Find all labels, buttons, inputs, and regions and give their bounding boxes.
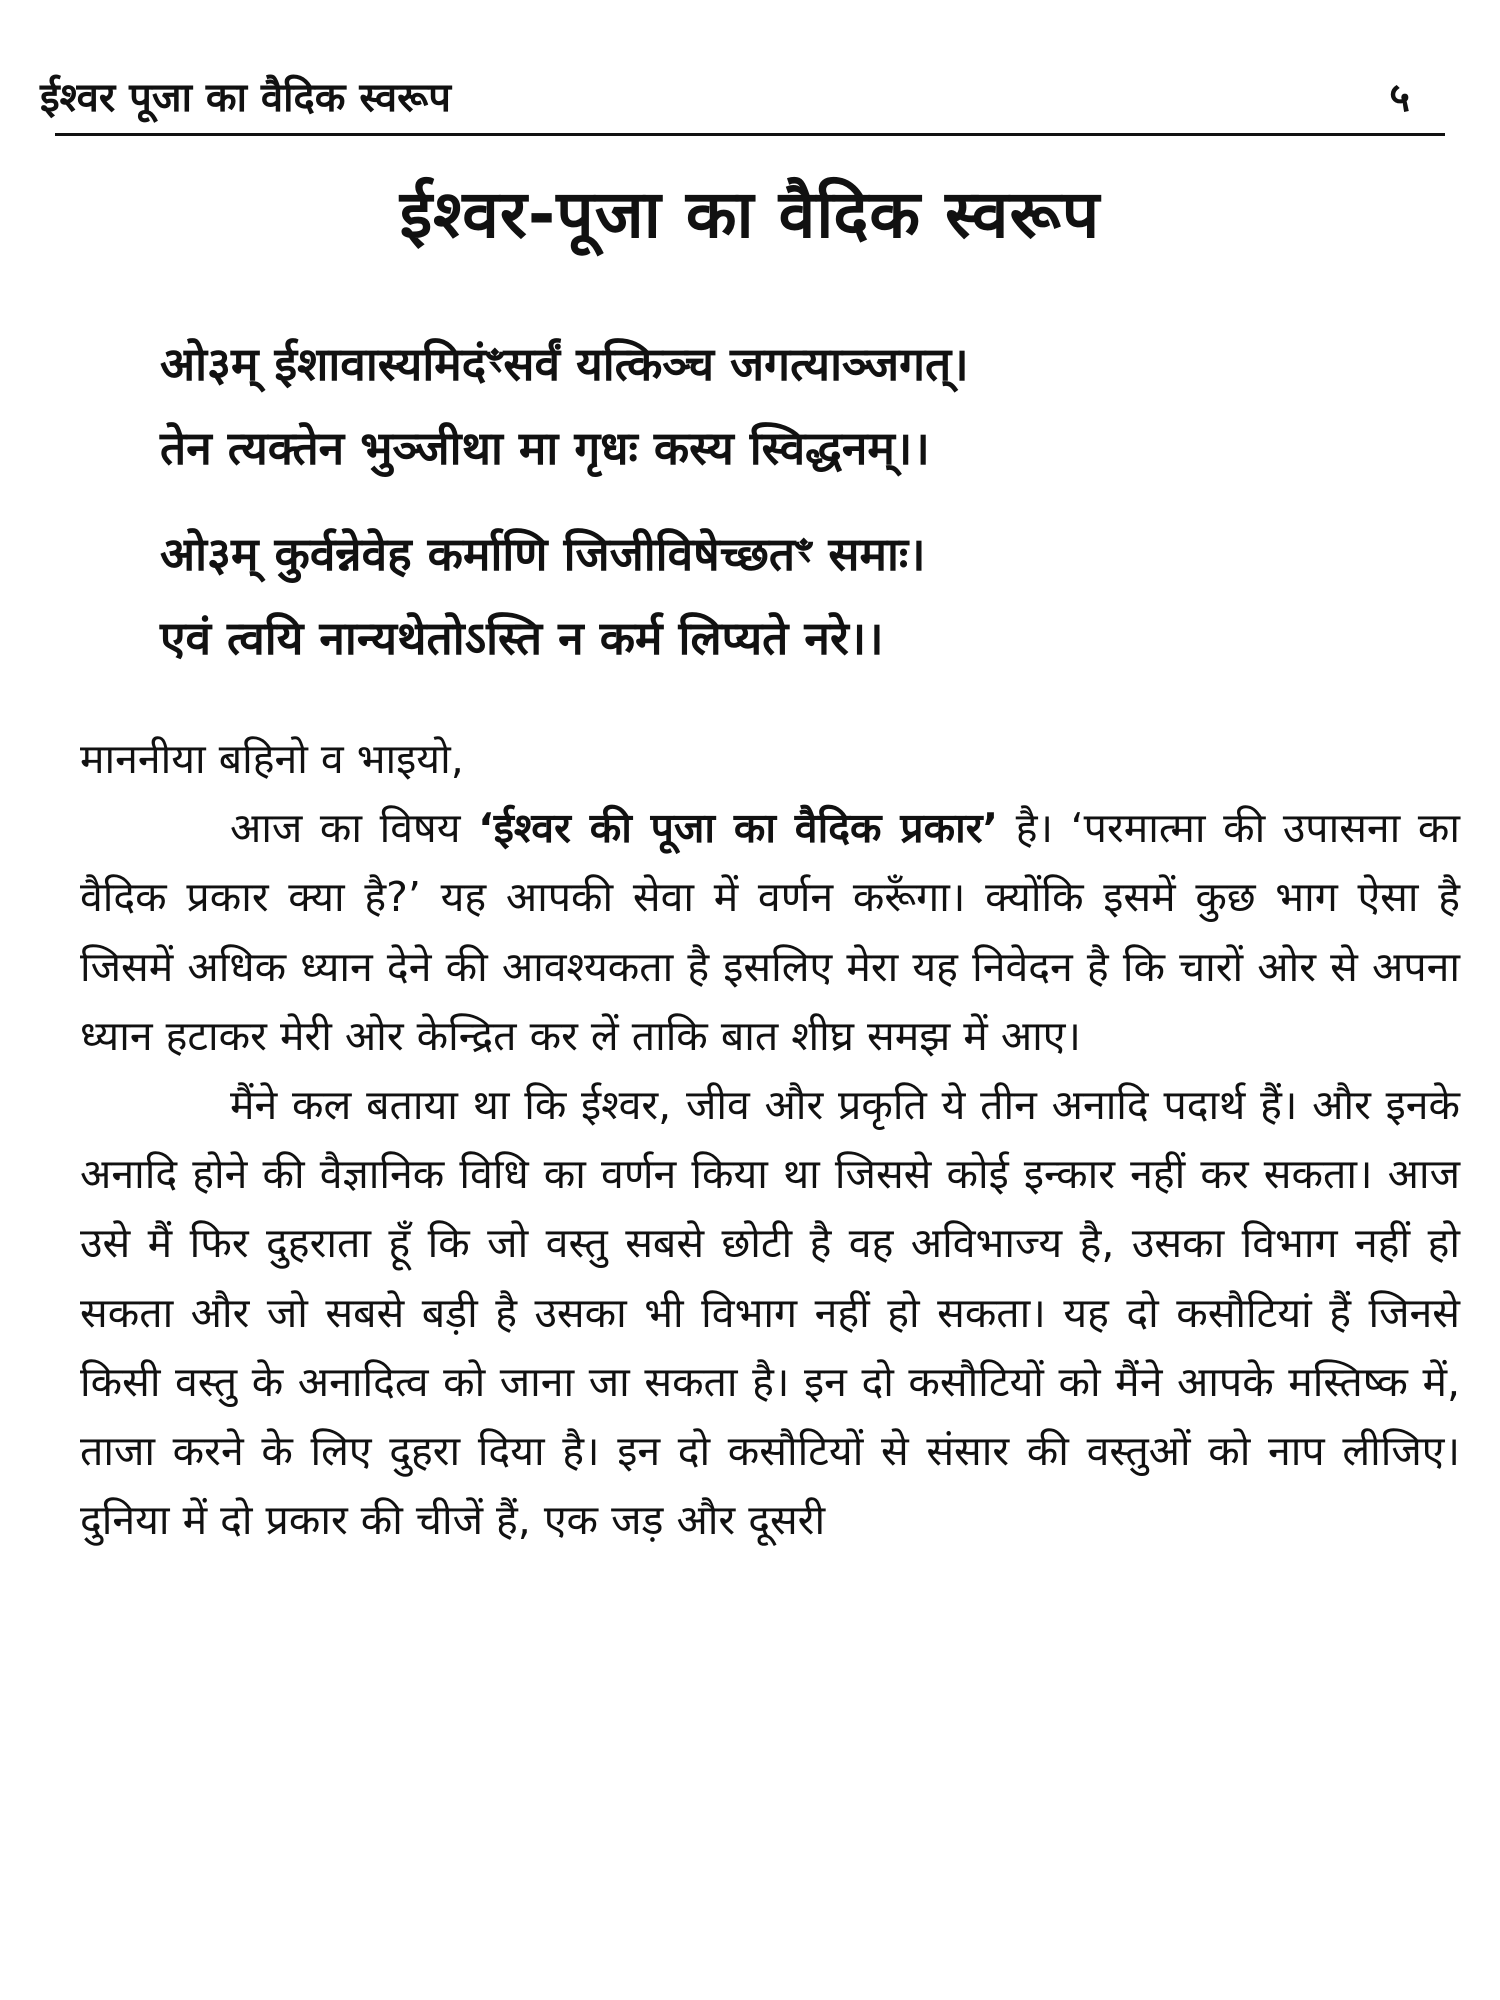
- verse-line: तेन त्यक्तेन भुञ्जीथा मा गृधः कस्य स्विद्धनम्।।: [160, 421, 930, 475]
- salutation: माननीया बहिनो व भाइयो,: [80, 735, 464, 783]
- verse-line: ओ३म् कुर्वन्नेवेह कर्माणि जिजीविषेच्छतꣳ समाः।: [160, 527, 926, 581]
- chapter-title: ईश्वर-पूजा का वैदिक स्वरूप: [399, 176, 1101, 253]
- page-number: ५: [1389, 75, 1410, 121]
- running-header: [40, 68, 1440, 128]
- verse-block: [160, 322, 1360, 680]
- body-text: [80, 725, 1460, 1555]
- paragraph-1-text: है। ‘परमात्मा की उपासना का वैदिक प्रकार क्या है?’ यह आपकी सेवा में वर्णन करूँगा। क्योंकि इसमें कुछ भाग ऐसा है जिसमें अधिक ध्यान देने की आवश्यकता है इसलिए मेरा यह निवेदन है कि चारों ओर से अपना ध्यान हटाकर मेरी ओर केन्द्रित कर लें ताकि बात शीघ्र समझ में आए।: [80, 804, 1461, 1060]
- topic-title: ‘ईश्वर की पूजा का वैदिक प्रकार’: [478, 804, 999, 853]
- paragraph-1: [80, 794, 1460, 1071]
- paragraph-2: मैंने कल बताया था कि ईश्वर, जीव और प्रकृति ये तीन अनादि पदार्थ हैं। और इनके अनादि होने की वैज्ञानिक विधि का वर्णन किया था जिससे कोई इन्कार नहीं कर सकता। आज उसे मैं फिर दुहराता हूँ कि जो वस्तु सबसे छोटी है वह अविभाज्य है, उसका विभाग नहीं हो सकता और जो सबसे बड़ी है उसका भी विभाग नहीं हो सकता। यह दो कसौटियां हैं जिनसे किसी वस्तु के अनादित्व को जाना जा सकता है। इन दो कसौटियों को मैंने आपके मस्तिष्क में, ताजा करने के लिए दुहरा दिया है। इन दो कसौटियों से संसार की वस्तुओं को नाप लीजिए। दुनिया में दो प्रकार की चीजें हैं, एक जड़ और दूसरी: [80, 1081, 1460, 1545]
- header-rule: [55, 133, 1445, 136]
- verse-line: एवं त्वयि नान्यथेतोऽस्ति न कर्म लिप्यते नरे।।: [160, 611, 884, 665]
- paragraph-1-prefix: आज का विषय: [230, 804, 479, 853]
- verse-line: ओ३म् ईशावास्यमिदंꣳसर्वं यत्किञ्च जगत्याञ्जगत्।: [160, 337, 969, 391]
- running-title: ईश्वर पूजा का वैदिक स्वरूप: [40, 75, 451, 121]
